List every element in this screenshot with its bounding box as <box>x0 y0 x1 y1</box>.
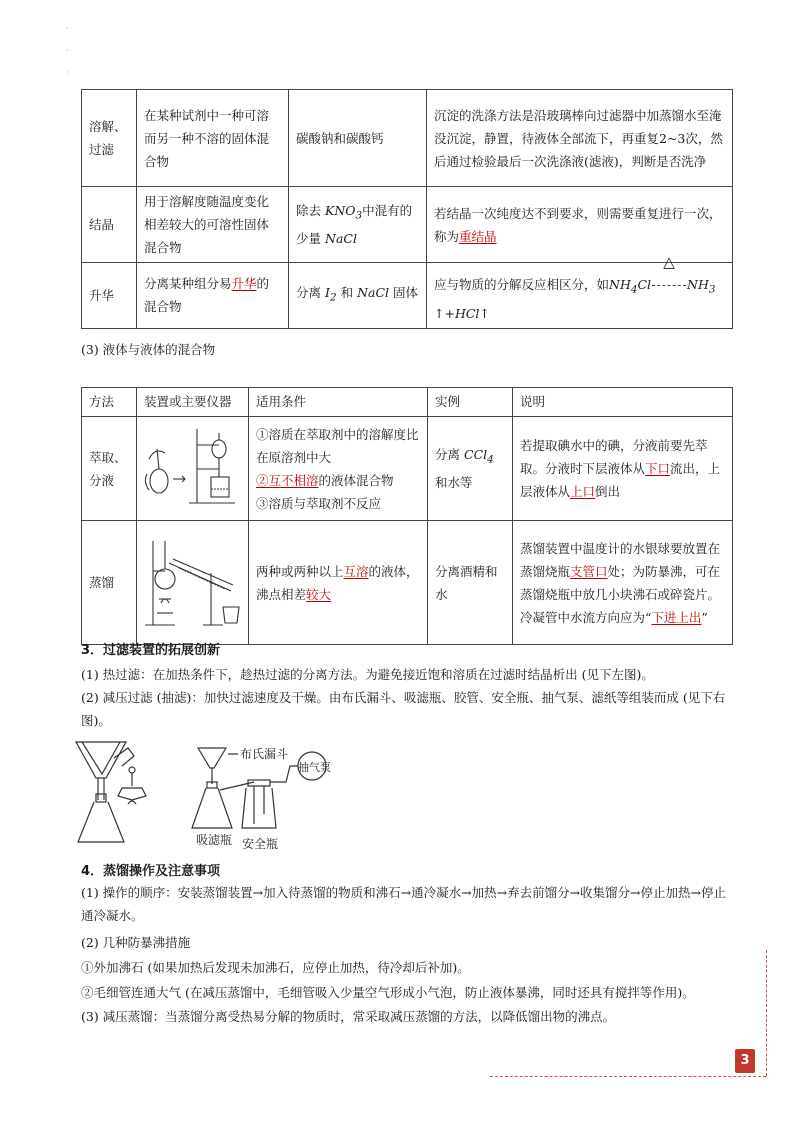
decorative-border <box>490 1076 766 1077</box>
example-cell: 分离 CCl$_4$ 和水等 <box>428 417 513 521</box>
condition-cell: 用于溶解度随温度变化相差较大的可溶性固体混合物 <box>137 187 289 263</box>
separation-table-liquids <box>81 387 733 645</box>
note-cell: 若结晶一次纯度达不到要求，则需要重复进行一次，称为重结晶 <box>427 187 733 263</box>
paragraph: ②毛细管连通大气 (在减压蒸馏中，毛细管吸入少量空气形成小气泡，防止液体暴沸，同时还具有搅拌等作用)。 <box>81 985 695 1000</box>
condition-cell: ①溶质在萃取剂中的溶解度比在原溶剂中大 ②互不相溶的液体混合物 ③溶质与萃取剂不反应 <box>249 417 428 521</box>
separation-table-solids <box>81 89 733 329</box>
label-safety-bottle: 安全瓶 <box>242 837 279 850</box>
key-term: 重结晶 <box>459 228 497 244</box>
section-title-filtration: 3．过滤装置的拓展创新 <box>81 643 221 658</box>
paragraph: (2) 几种防暴沸措施 <box>81 935 191 950</box>
apparatus-cell <box>137 521 249 645</box>
header-example: 实例 <box>428 388 513 417</box>
note-cell: 若提取碘水中的碘，分液前要先萃取。分液时下层液体从下口流出，上层液体从上口倒出 <box>513 417 733 521</box>
paragraph: (1) 热过滤：在加热条件下，趁热过滤的分离方法。为避免接近饱和溶质在过滤时结晶析出 (见下左图)。 <box>81 667 654 682</box>
note-cell: 沉淀的洗涤方法是沿玻璃棒向过滤器中加蒸馏水至淹没沉淀，静置，待液体全部流下，再重复2~3次，然后通过检验最后一次洗涤液(滤液)，判断是否洗净 <box>427 90 733 187</box>
hot-filtration-figure <box>70 738 166 848</box>
separatory-funnel-figure <box>139 419 243 511</box>
section-title-distillation: 4．蒸馏操作及注意事项 <box>81 864 221 879</box>
label-pump: 抽气泵 <box>298 761 331 774</box>
page-number: 3 <box>735 1049 755 1073</box>
vacuum-filtration-figure <box>190 744 360 850</box>
paragraph: (1) 操作的顺序：安装蒸馏装置→加入待蒸馏的物质和沸石→通冷凝水→加热→弃去前馏分→收集馏分→停止加热→停止通冷凝水。 <box>81 885 726 923</box>
header-condition: 适用条件 <box>249 388 428 417</box>
paragraph: (3) 减压蒸馏：当蒸馏分离受热易分解的物质时，常采取减压蒸馏的方法，以降低馏出物的沸点。 <box>81 1009 616 1024</box>
method-cell: 溶解、 过滤 <box>82 90 137 187</box>
table-row <box>82 187 733 263</box>
example-cell: 分离酒精和水 <box>428 521 513 645</box>
label-buchner-funnel: 布氏漏斗 <box>240 747 289 761</box>
table-row <box>82 417 733 521</box>
key-term: 下进上出 <box>651 609 702 625</box>
table-row <box>82 263 733 329</box>
example-cell: 分离 $I_2$ 和 NaCl 固体 <box>289 263 427 329</box>
delta-icon: △ <box>663 253 675 271</box>
heat-condition-arrow <box>651 253 687 296</box>
method-cell: 升华 <box>82 263 137 329</box>
header-note: 说明 <box>513 388 733 417</box>
key-term: 升华 <box>231 276 257 292</box>
note-cell: 蒸馏装置中温度计的水银球要放置在蒸馏烧瓶支管口处；为防暴沸，可在蒸馏烧瓶中放几小块沸石或碎瓷片。冷凝管中水流方向应为“下进上出” <box>513 521 733 645</box>
example-cell: 除去 $KNO_3$中混有的少量 NaCl <box>289 187 427 263</box>
note-cell: 应与物质的分解反应相区分，如$NH_4Cl$ △ $NH_3$ ↑+HCl↑ <box>427 263 733 329</box>
corner-dots: · · · <box>66 24 69 77</box>
decorative-border <box>766 950 767 1076</box>
key-term: 互溶 <box>343 563 369 579</box>
condition-cell: 分离某种组分易升华的混合物 <box>137 263 289 329</box>
table-row <box>82 90 733 187</box>
paragraph: ①外加沸石 (如果加热后发现未加沸石，应停止加热，待冷却后补加)。 <box>81 960 470 975</box>
table-header-row <box>82 388 733 417</box>
label-filter-flask: 吸滤瓶 <box>196 833 233 847</box>
header-method: 方法 <box>82 388 137 417</box>
condition-cell: 两种或两种以上互溶的液体，沸点相差较大 <box>249 521 428 645</box>
distillation-apparatus-figure <box>139 523 243 635</box>
condition-cell: 在某种试剂中一种可溶而另一种不溶的固体混合物 <box>137 90 289 187</box>
example-cell: 碳酸钠和碳酸钙 <box>289 90 427 187</box>
key-term: 支管口 <box>570 563 608 579</box>
section-heading-liquid: (3) 液体与液体的混合物 <box>81 342 216 357</box>
key-term: 下口 <box>645 461 671 476</box>
key-term: 较大 <box>306 586 332 602</box>
paragraph: (2) 减压过滤 (抽滤)：加快过滤速度及干燥。由布氏漏斗、吸滤瓶、胶管、安全瓶、抽气泵、滤纸等组装而成 (见下右图)。 <box>81 690 726 728</box>
key-term: ②互不相溶 <box>256 472 319 488</box>
method-cell: 结晶 <box>82 187 137 263</box>
apparatus-cell <box>137 417 249 521</box>
key-term: 上口 <box>570 484 596 499</box>
table-row <box>82 521 733 645</box>
header-apparatus: 装置或主要仪器 <box>137 388 249 417</box>
method-cell: 蒸馏 <box>82 521 137 645</box>
method-cell: 萃取、 分液 <box>82 417 137 521</box>
